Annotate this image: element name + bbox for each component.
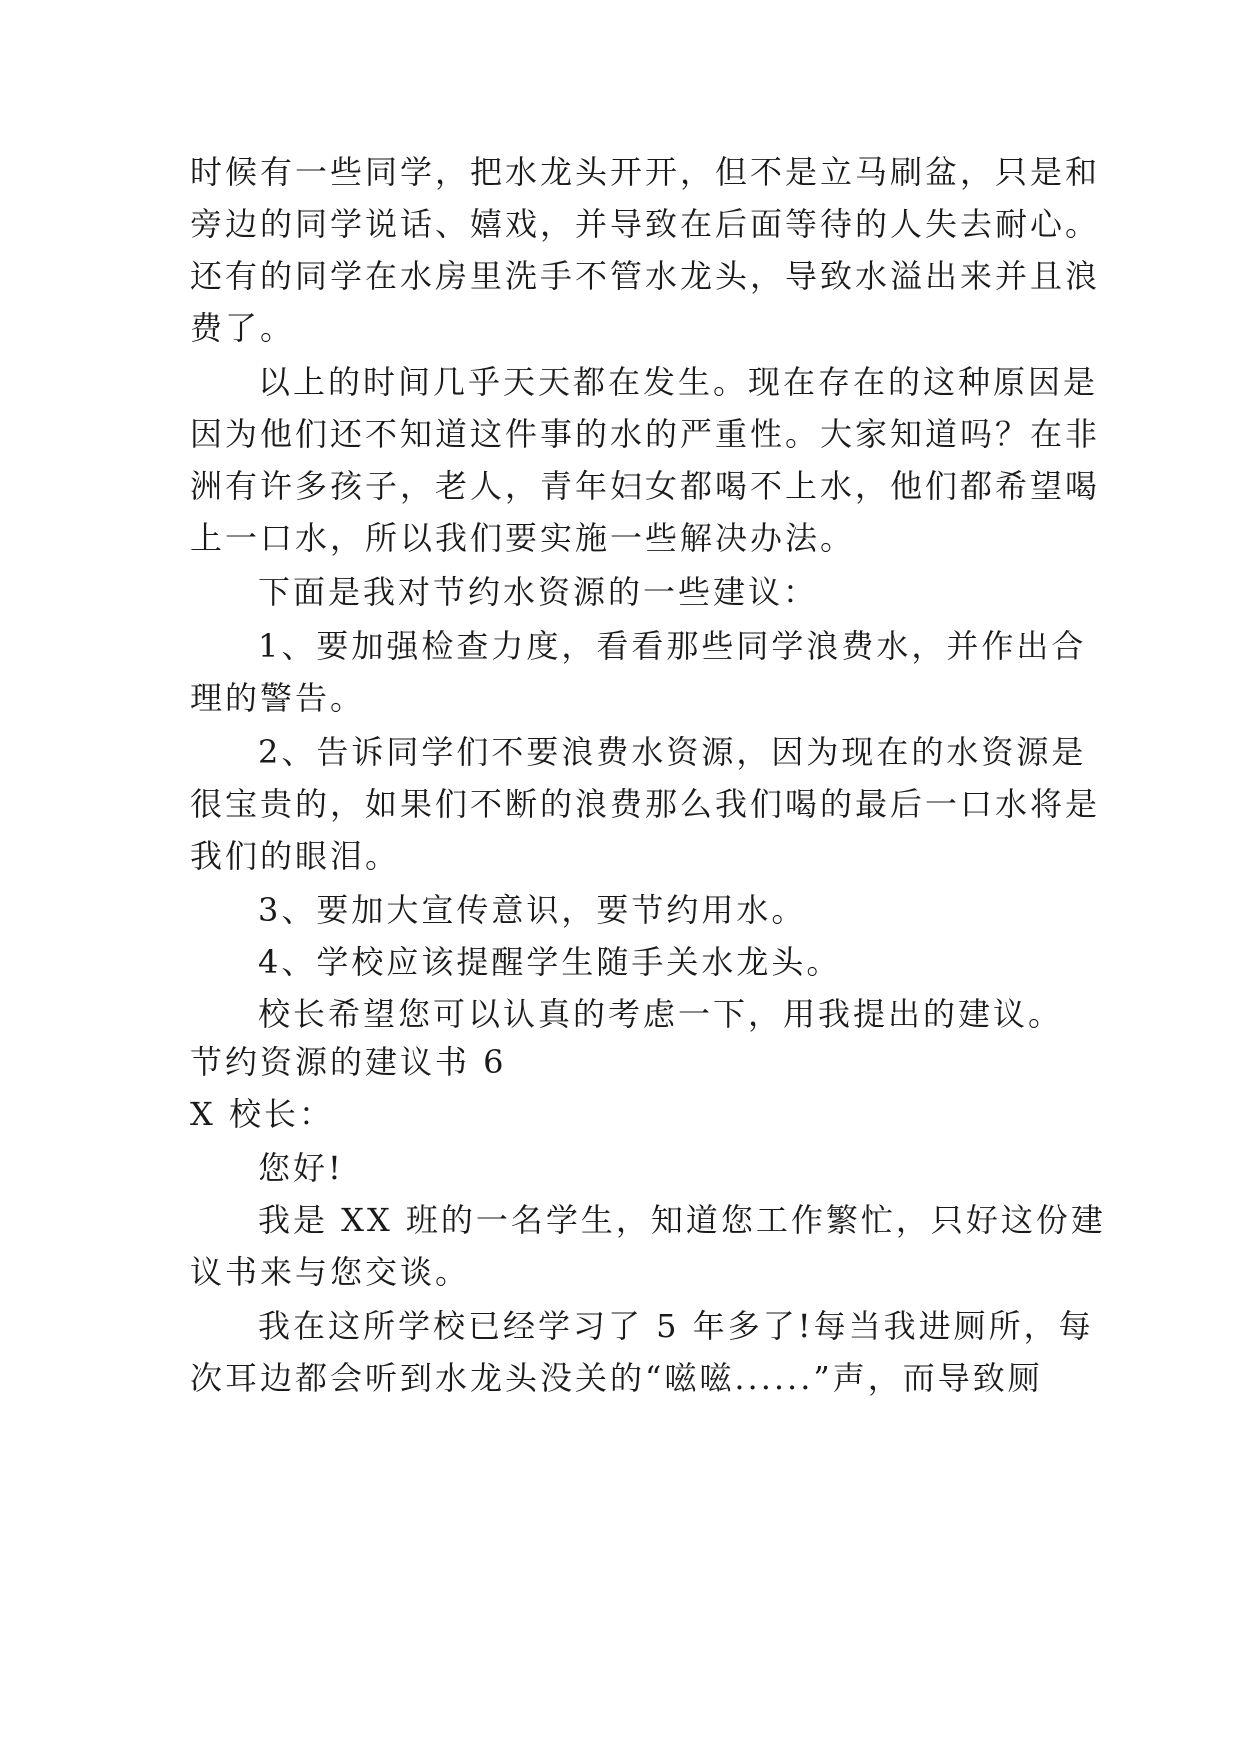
text-line: 下面是我对节约水资源的一些建议： <box>258 573 819 611</box>
text-line: 次耳边都会听到水龙头没关的“嗞嗞......”声，而导致厕 <box>190 1359 1043 1397</box>
list-item: 2、告诉同学们不要浪费水资源，因为现在的水资源是 <box>258 733 1087 771</box>
list-item: 4、学校应该提醒学生随手关水龙头。 <box>258 943 842 981</box>
text-line: 议书来与您交谈。 <box>190 1253 471 1291</box>
text-line: 我是 XX 班的一名学生，知道您工作繁忙，只好这份建 <box>258 1201 1106 1239</box>
text-line: 我在这所学校已经学习了 5 年多了!每当我进厕所，每 <box>258 1307 1094 1345</box>
text-line: 时候有一些同学，把水龙头开开，但不是立马刷盆，只是和 <box>190 153 1101 191</box>
text-line: 校长希望您可以认真的考虑一下，用我提出的建议。 <box>258 995 1064 1033</box>
text-line: 洲有许多孩子，老人，青年妇女都喝不上水，他们都希望喝 <box>190 467 1101 505</box>
text-line: 以上的时间几乎天天都在发生。现在存在的这种原因是 <box>258 363 1099 401</box>
salutation: X 校长： <box>190 1095 334 1133</box>
text-line: 上一口水，所以我们要实施一些解决办法。 <box>190 519 856 557</box>
list-item: 1、要加强检查力度，看看那些同学浪费水，并作出合 <box>258 627 1087 665</box>
text-line: 很宝贵的，如果们不断的浪费那么我们喝的最后一口水将是 <box>190 785 1101 823</box>
text-line: 费了。 <box>190 309 296 347</box>
section-title: 节约资源的建议书 6 <box>190 1043 507 1081</box>
text-line: 理的警告。 <box>190 679 366 717</box>
text-line: 还有的同学在水房里洗手不管水龙头，导致水溢出来并且浪 <box>190 257 1101 295</box>
list-item: 3、要加大宣传意识，要节约用水。 <box>258 891 807 929</box>
text-line: 我们的眼泪。 <box>190 837 401 875</box>
text-line: 旁边的同学说话、嬉戏，并导致在后面等待的人失去耐心。 <box>190 205 1101 243</box>
text-line: 因为他们还不知道这件事的水的严重性。大家知道吗？在非 <box>190 415 1101 453</box>
greeting: 您好! <box>258 1149 344 1187</box>
